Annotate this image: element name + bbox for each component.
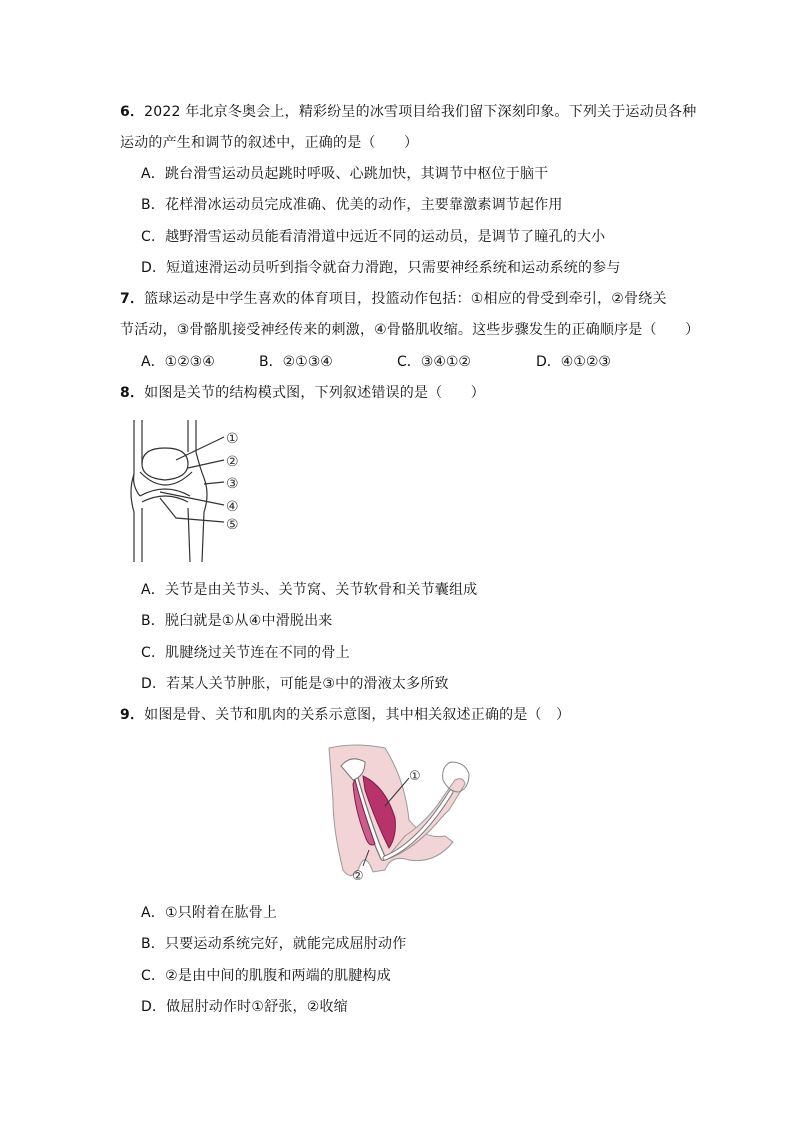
q9-stem-text: 如图是骨、关节和肌肉的关系示意图，其中相关叙述正确的是（ ） — [144, 707, 571, 723]
q9-option-a: A．①只附着在肱骨上 — [141, 905, 278, 921]
q7-option-d: D．④①②③ — [536, 354, 611, 370]
q8-stem — [120, 383, 485, 403]
q7-stem-text-1: 篮球运动是中学生喜欢的体育项目，投篮动作包括：①相应的骨受到牵引，②骨绕关 — [144, 291, 667, 307]
q9-option-c: C．②是由中间的肌腹和两端的肌腱构成 — [141, 968, 391, 984]
q9-figure-label-2: ② — [352, 869, 364, 884]
q7-options — [141, 352, 681, 372]
q9-number: 9． — [120, 707, 145, 723]
q6-stem-line1 — [120, 102, 696, 122]
q7-stem-line2: 节活动，③骨骼肌接受神经传来的刺激，④骨骼肌收缩。这些步骤发生的正确顺序是（ ） — [120, 322, 700, 338]
q7-option-a: A．①②③④ — [141, 354, 215, 370]
q6-option-a: A．跳台滑雪运动员起跳时呼吸、心跳加快，其调节中枢位于脑干 — [141, 166, 549, 182]
q6-stem-text-1: 2022 年北京冬奥会上，精彩纷呈的冰雪项目给我们留下深刻印象。下列关于运动员各种 — [144, 104, 697, 120]
q9-option-b: B．只要运动系统完好，就能完成屈肘动作 — [141, 936, 407, 952]
q8-option-b: B．脱臼就是①从④中滑脱出来 — [141, 613, 333, 629]
q9-figure-label-1: ① — [409, 769, 421, 784]
q7-number: 7． — [120, 291, 145, 307]
q6-stem-line2: 运动的产生和调节的叙述中，正确的是（ ） — [120, 135, 419, 151]
q8-stem-text: 如图是关节的结构模式图，下列叙述错误的是（ ） — [144, 385, 485, 401]
q8-option-c: C．肌腱绕过关节连在不同的骨上 — [141, 645, 350, 661]
joint-head — [142, 448, 188, 480]
arm-diagram — [325, 740, 475, 890]
q9-option-d: D．做屈肘动作时①舒张，②收缩 — [141, 999, 348, 1015]
joint-diagram — [120, 412, 260, 572]
q6-number: 6． — [120, 104, 145, 120]
q8-option-a: A．关节是由关节头、关节窝、关节软骨和关节囊组成 — [141, 582, 478, 598]
q6-option-c: C．越野滑雪运动员能看清滑道中远近不同的运动员，是调节了瞳孔的大小 — [141, 229, 606, 245]
q8-figure-label-4: ④ — [226, 499, 239, 515]
q9-stem — [120, 705, 570, 725]
q8-option-d: D．若某人关节肿胀，可能是③中的滑液太多所致 — [141, 676, 449, 692]
q8-figure-label-5: ⑤ — [226, 517, 239, 533]
q7-stem-line1 — [120, 289, 667, 309]
q8-figure-label-1: ① — [226, 431, 239, 447]
q8-number: 8． — [120, 385, 145, 401]
q8-figure-label-3: ③ — [226, 476, 239, 492]
q7-option-b: B．②①③④ — [259, 354, 333, 370]
upper-bone-outline-left — [134, 420, 140, 496]
q7-option-c: C．③④①② — [397, 354, 471, 370]
q8-figure-label-2: ② — [226, 454, 239, 470]
q6-option-b: B．花样滑冰运动员完成准确、优美的动作，主要靠激素调节起作用 — [141, 197, 563, 213]
q6-option-d: D．短道速滑运动员听到指令就奋力滑跑，只需要神经系统和运动系统的参与 — [141, 260, 621, 276]
